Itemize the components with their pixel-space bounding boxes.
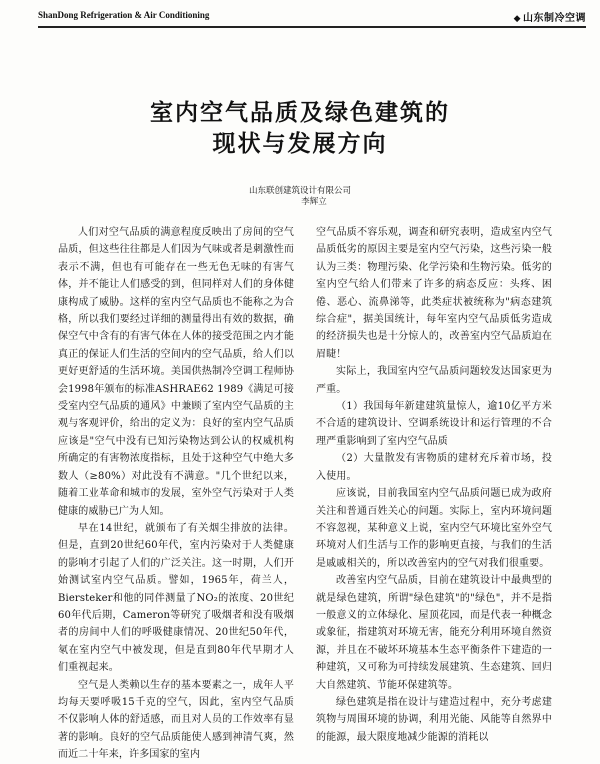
running-header [38,8,586,28]
author-name: 李辉立 [301,197,327,207]
article-title-line-1: 室内空气品质及绿色建筑的 [150,100,450,126]
journal-name-chinese-text: 山东制冷空调 [523,13,586,24]
author-affiliation: 山东联创建筑设计有限公司 [248,186,351,196]
diamond-icon: ◆ [513,14,521,24]
body-paragraph: （1）我国每年新建建筑量惊人，逾10亿平方米不合适的建筑设计、空调系统设计和运行管理的不合理严重影响到了室内空气品质 [316,401,552,447]
body-paragraph: 改善室内空气品质，目前在建筑设计中最典型的就是绿色建筑，所谓"绿色建筑"的"绿色"，并不是指一般意义的立体绿化、屋顶花园，而是代表一种概念或象征，指建筑对环境无害，能充分利用环境自然资源，并且在不破坏环境基本生态平衡条件下建造的一种建筑，又可称为可持续发展建筑、生态建筑、回归大自然建筑、节能环保建筑等。 [316,575,552,691]
journal-name-english: ShanDong Refrigeration & Air Conditioning [38,10,210,20]
body-paragraph: 早在14世纪，就颁布了有关烟尘排放的法律。但是，直到20世纪60年代，室内污染对于人类健康的影响才引起了人们的广泛关注。这一时期，人们开始测试室内空气品质。譬如，1965年，荷兰人，Biersteker和他的同伴测量了NO₂的浓度、20世纪60年代后期，Cameron等研究了吸烟者和没有吸烟者的房间中人们的呼吸健康情况、20世纪50年代，氡在室内空气中被发现，但是直到80年代早期才人们重视起来。 [58,522,294,674]
body-paragraph: 实际上，我国室内空气品质问题较发达国家更为严重。 [316,366,552,395]
body-paragraph: （2）大量散发有害物质的建材充斥着市场，投入使用。 [316,453,552,482]
body-paragraph: 空气品质不容乐观，调查和研究表明，造成室内空气品质低劣的原因主要是室内空气污染，这些污染一般认为三类：物理污染、化学污染和生物污染。低劣的室内空气给人们带来了许多的病态反应：头疼、困倦、恶心、流鼻涕等，此类症状被统称为"病态建筑综合症"，据美国统计，每年室内空气品质低劣造成的经济损失也是十分惊人的，改善室内空气品质迫在眉睫！ [316,227,552,360]
body-column-right [316,224,552,746]
journal-name-chinese [514,9,586,24]
body-column-left [58,224,294,764]
body-paragraph: 空气是人类赖以生存的基本要素之一，成年人平均每天要呼吸15千克的空气，因此，室内空气品质不仅影响人体的舒适感，而且对人员的工作效率有显著的影响。良好的空气品质能使人感到神清气爽，然而近二十年来，许多国家的室内 [58,679,294,761]
body-paragraph: 应该说，目前我国室内空气品质问题已成为政府关注和普通百姓关心的问题。实际上，室内环境问题不容忽视，某种意义上说，室内空气环境比室外空气环境对人们生活与工作的影响更直接，与我们的生活是戚戚相关的，所以改善室内的空气对我们很重要。 [316,488,552,569]
article-title-line-2: 现状与发展方向 [212,131,388,157]
body-paragraph: 绿色建筑是指在设计与建造过程中，充分考虑建筑物与周围环境的协调，利用光能、风能等自然界中的能源，最大限度地减少能源的消耗以 [316,696,552,743]
body-paragraph: 人们对空气品质的满意程度反映出了房间的空气品质，但这些往往都是人们因为气味或者是刺激性而表示不满，但也有可能存在一些无色无味的有害气体，并不能让人们感受的到，但同样对人们的身体健康构成了威胁。这样的室内空气品质也不能称之为合格，所以我们要经过详细的测量得出有效的数据，确保空气中含有的有害气体在人体的接受范围之内才能真正的保证人们生活的空间内的空气品质，给人们以更好更舒适的生活环境。美国供热制冷空调工程师协会1998年颁布的标准ASHRAE62 1989《满足可接受室内空气品质的通风》中兼顾了室内空气品质的主观与客观评价，给出的定义为：良好的室内空气品质应该是"空气中没有已知污染物达到公认的权威机构所确定的有害物浓度指标，且处于这种空气中绝大多数人（≥80%）对此没有不满意。"几个世纪以来，随着工业革命和城市的发展，室外空气污染对于人类健康的威胁已广为人知。 [58,227,294,517]
